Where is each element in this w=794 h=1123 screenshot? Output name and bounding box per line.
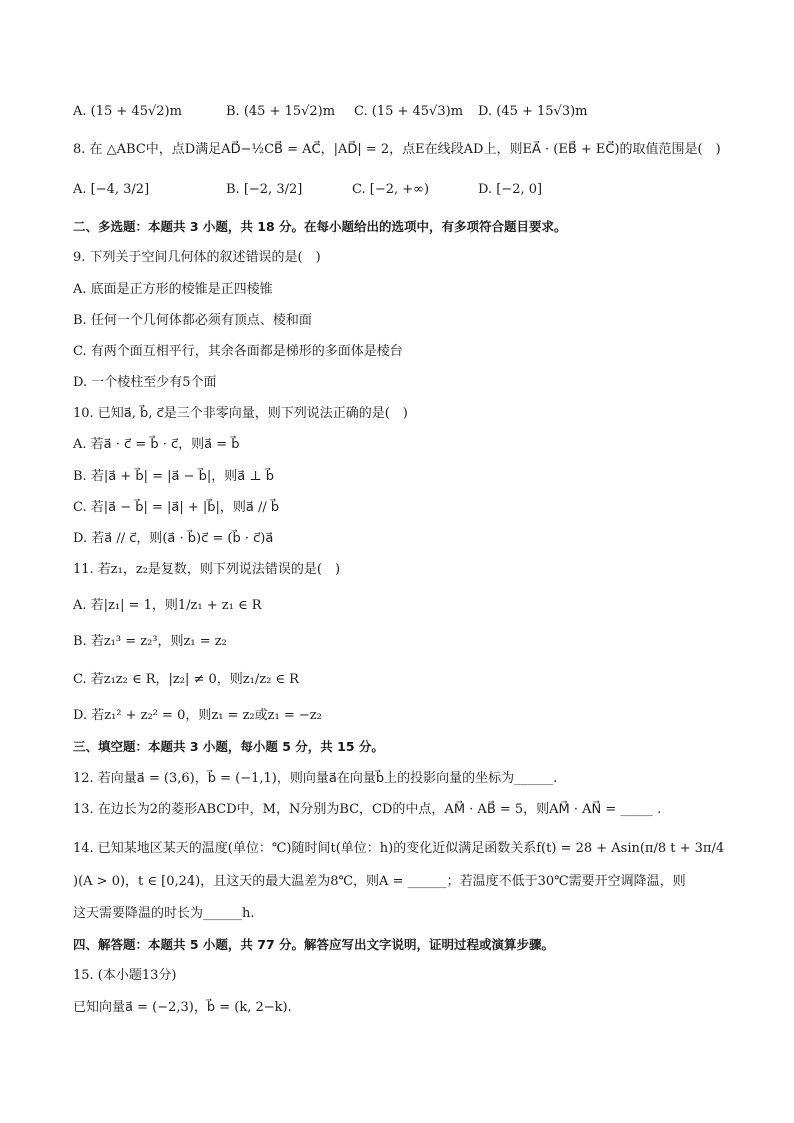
q13-text: 13. 在边长为2的菱形ABCD中，M，N分别为BC，CD的中点，AM⃗ · AB⃗ = 5，则AM⃗ · AN⃗ = _____ .	[73, 802, 662, 817]
q8-option-c: C. [−2, +∞)	[352, 182, 430, 197]
q10-option-c: C. 若|a⃗ − b⃗| = |a⃗| + |b⃗|，则a⃗ // b⃗	[73, 500, 280, 515]
q8-option-d: D. [−2, 0]	[478, 182, 543, 197]
q8-option-b: B. [−2, 3/2]	[226, 182, 303, 197]
section-4-heading: 四、解答题：本题共 5 小题，共 77 分。解答应写出文字说明，证明过程或演算步骤。	[73, 937, 555, 952]
q14-line-2: )(A > 0)，t ∈ [0,24)，且这天的最大温差为8℃，则A = ______；若温度不低于30℃需要开空调降温，则	[73, 874, 686, 889]
q11-option-d: D. 若z₁² + z₂² = 0，则z₁ = z₂或z₁ = −z₂	[73, 708, 322, 723]
q11-stem: 11. 若z₁，z₂是复数，则下列说法错误的是( )	[73, 562, 341, 577]
q10-option-b: B. 若|a⃗ + b⃗| = |a⃗ − b⃗|，则a⃗ ⊥ b⃗	[73, 469, 274, 484]
q11-option-a: A. 若|z₁| = 1，则1/z₁ + z₁ ∈ R	[73, 598, 262, 613]
q10-stem: 10. 已知a⃗, b⃗, c⃗是三个非零向量，则下列说法正确的是( )	[73, 406, 408, 421]
q7-option-a: A. (15 + 45√2)m	[73, 104, 182, 119]
q9-stem: 9. 下列关于空间几何体的叙述错误的是( )	[73, 250, 321, 265]
q10-option-a: A. 若a⃗ · c⃗ = b⃗ · c⃗，则a⃗ = b⃗	[73, 437, 240, 452]
q8-option-a: A. [−4, 3/2]	[73, 182, 150, 197]
q11-option-c: C. 若z₁z₂ ∈ R，|z₂| ≠ 0，则z₁/z₂ ∈ R	[73, 672, 299, 687]
q9-option-b: B. 任何一个几何体都必须有顶点、棱和面	[73, 313, 312, 328]
q11-option-b: B. 若z₁³ = z₂³，则z₁ = z₂	[73, 634, 227, 649]
q7-option-c: C. (15 + 45√3)m	[354, 104, 464, 119]
q15-text: 已知向量a⃗ = (−2,3)，b⃗ = (k, 2−k).	[73, 1000, 292, 1015]
q7-option-b: B. (45 + 15√2)m	[226, 104, 336, 119]
q8-stem: 8. 在 △ABC中，点D满足AD⃗−½CB⃗ = AC⃗，|AD⃗| = 2，点E在线段AD上，则EA⃗ · (EB⃗ + EC⃗)的取值范围是( )	[73, 142, 721, 157]
q15-heading: 15. (本小题13分)	[73, 968, 177, 983]
q9-option-d: D. 一个棱柱至少有5个面	[73, 375, 217, 390]
q9-option-c: C. 有两个面互相平行，其余各面都是梯形的多面体是棱台	[73, 344, 403, 359]
section-3-heading: 三、填空题：本题共 3 小题，每小题 5 分，共 15 分。	[73, 739, 384, 754]
q10-option-d: D. 若a⃗ // c⃗，则(a⃗ · b⃗)c⃗ = (b⃗ · c⃗)a⃗	[73, 531, 274, 546]
q14-line-1: 14. 已知某地区某天的温度(单位：℃)随时间t(单位：h)的变化近似满足函数关系f(t) = 28 + Asin(π/8 t + 3π/4	[73, 841, 725, 856]
q14-line-3: 这天需要降温的时长为______h.	[73, 906, 255, 921]
section-2-heading: 二、多选题：本题共 3 小题，共 18 分。在每小题给出的选项中，有多项符合题目要求。	[73, 219, 567, 234]
q12-text: 12. 若向量a⃗ = (3,6)，b⃗ = (−1,1)，则向量a⃗在向量b⃗上的投影向量的坐标为______.	[73, 771, 558, 786]
q7-option-d: D. (45 + 15√3)m	[478, 104, 588, 119]
q9-option-a: A. 底面是正方形的棱锥是正四棱锥	[73, 282, 273, 297]
